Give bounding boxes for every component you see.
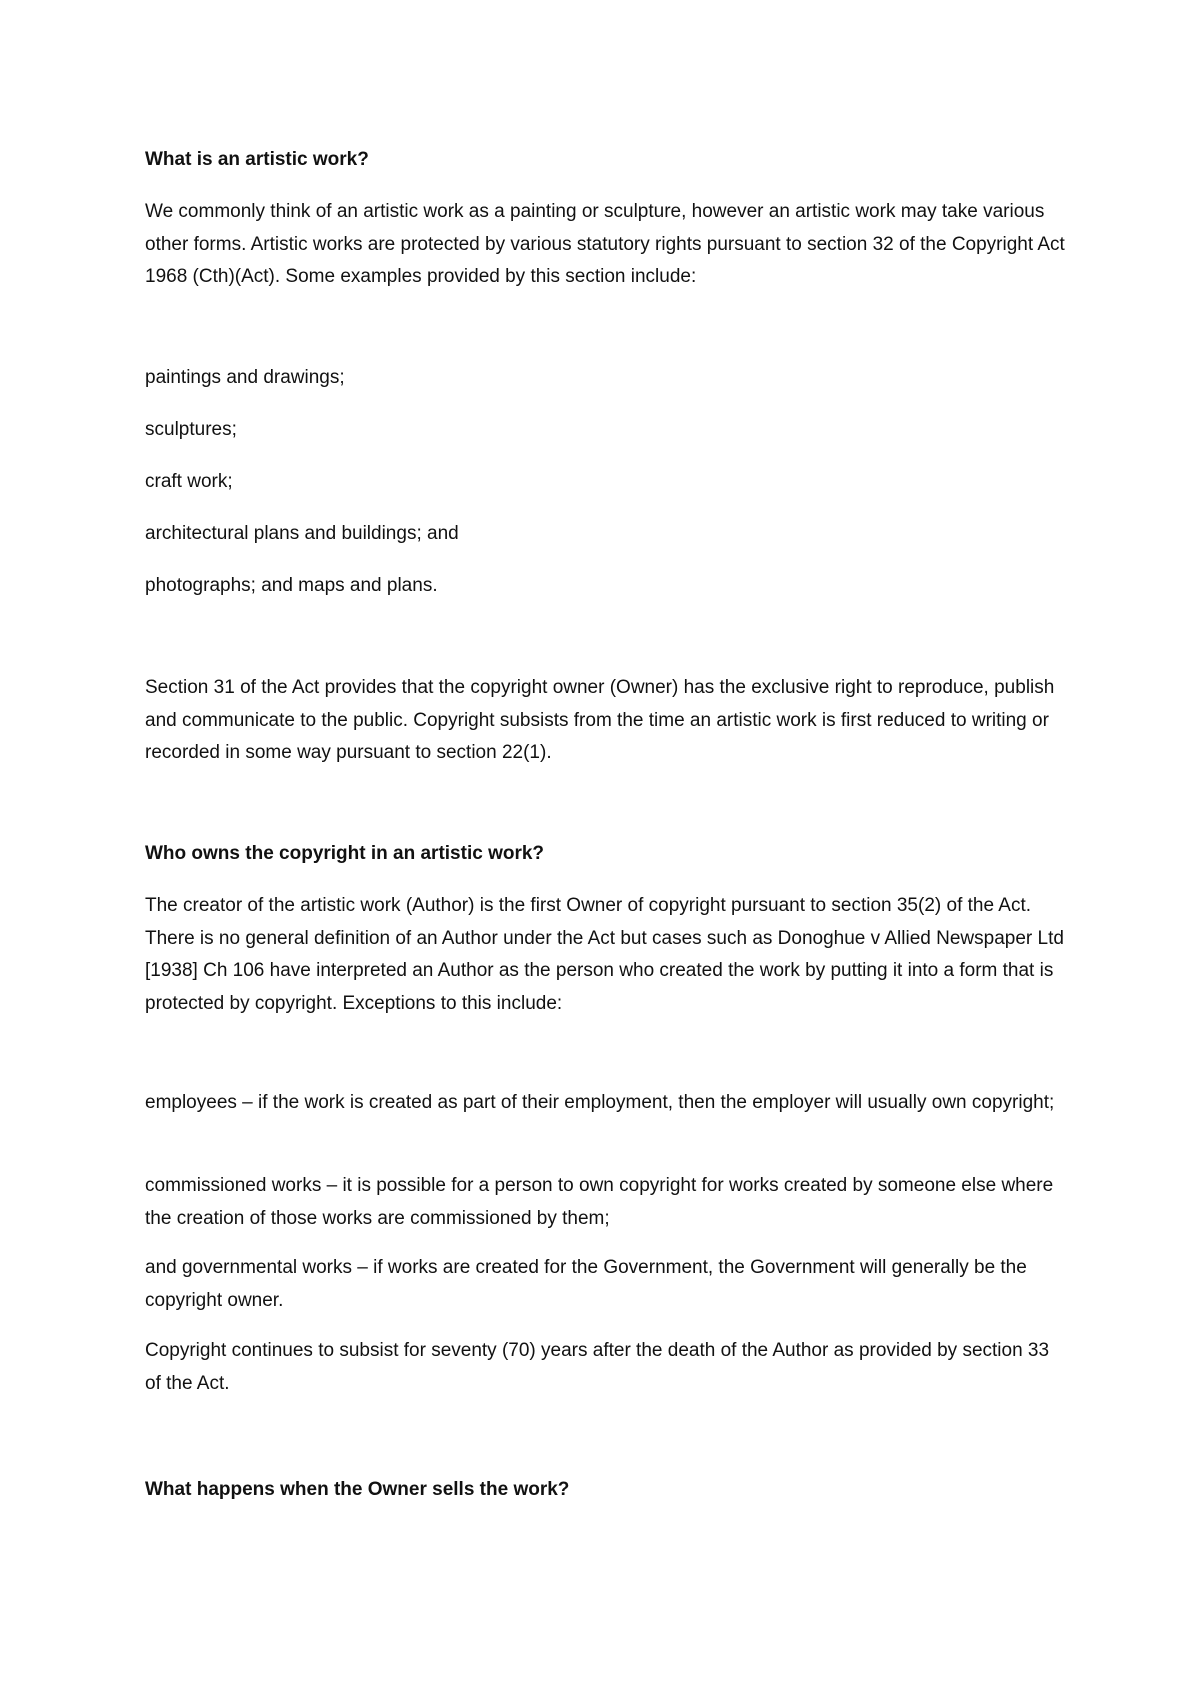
- paragraph-exclusive-rights: Section 31 of the Act provides that the copyright owner (Owner) has the exclusive right to reproduce, publish and communicate to the public. Copyright subsists from the time an artistic work is first reduced to writing or recorded in some way pursuant to section 22(1).: [145, 677, 1055, 763]
- heading-owner-sells-work: What happens when the Owner sells the work?: [145, 1479, 570, 1500]
- paragraph-artistic-work-intro: We commonly think of an artistic work as a painting or sculpture, however an artistic work may take various other forms. Artistic works are protected by various statutory rights pursuant to section 32 of the Copyright Act 1968 (Cth)(Act). Some examples provided by this section include:: [145, 201, 1065, 287]
- list-item-commissioned-works: commissioned works – it is possible for a person to own copyright for works created by someone else where the creation of those works are commissioned by them;: [145, 1175, 1054, 1229]
- list-item-paintings: paintings and drawings;: [145, 367, 345, 388]
- list-item-architectural: architectural plans and buildings; and: [145, 523, 459, 544]
- list-item-governmental-works: and governmental works – if works are created for the Government, the Government will generally be the copyright owner.: [145, 1257, 1027, 1311]
- paragraph-author-ownership: The creator of the artistic work (Author) is the first Owner of copyright pursuant to section 35(2) of the Act. There is no general definition of an Author under the Act but cases such as Donoghue v Allied Newspaper Ltd [1938] Ch 106 have interpreted an Author as the person who created the work by putting it into a form that is protected by copyright. Exceptions to this include:: [145, 895, 1064, 1014]
- paragraph-copyright-duration: Copyright continues to subsist for seventy (70) years after the death of the Author as provided by section 33 of the Act.: [145, 1340, 1050, 1394]
- list-item-employees: employees – if the work is created as part of their employment, then the employer will usually own copyright;: [145, 1092, 1055, 1113]
- heading-who-owns-copyright: Who owns the copyright in an artistic work?: [145, 843, 545, 864]
- heading-what-is-artistic-work: What is an artistic work?: [145, 149, 369, 170]
- list-item-sculptures: sculptures;: [145, 419, 237, 440]
- list-item-craft-work: craft work;: [145, 471, 233, 492]
- list-item-photographs: photographs; and maps and plans.: [145, 575, 438, 596]
